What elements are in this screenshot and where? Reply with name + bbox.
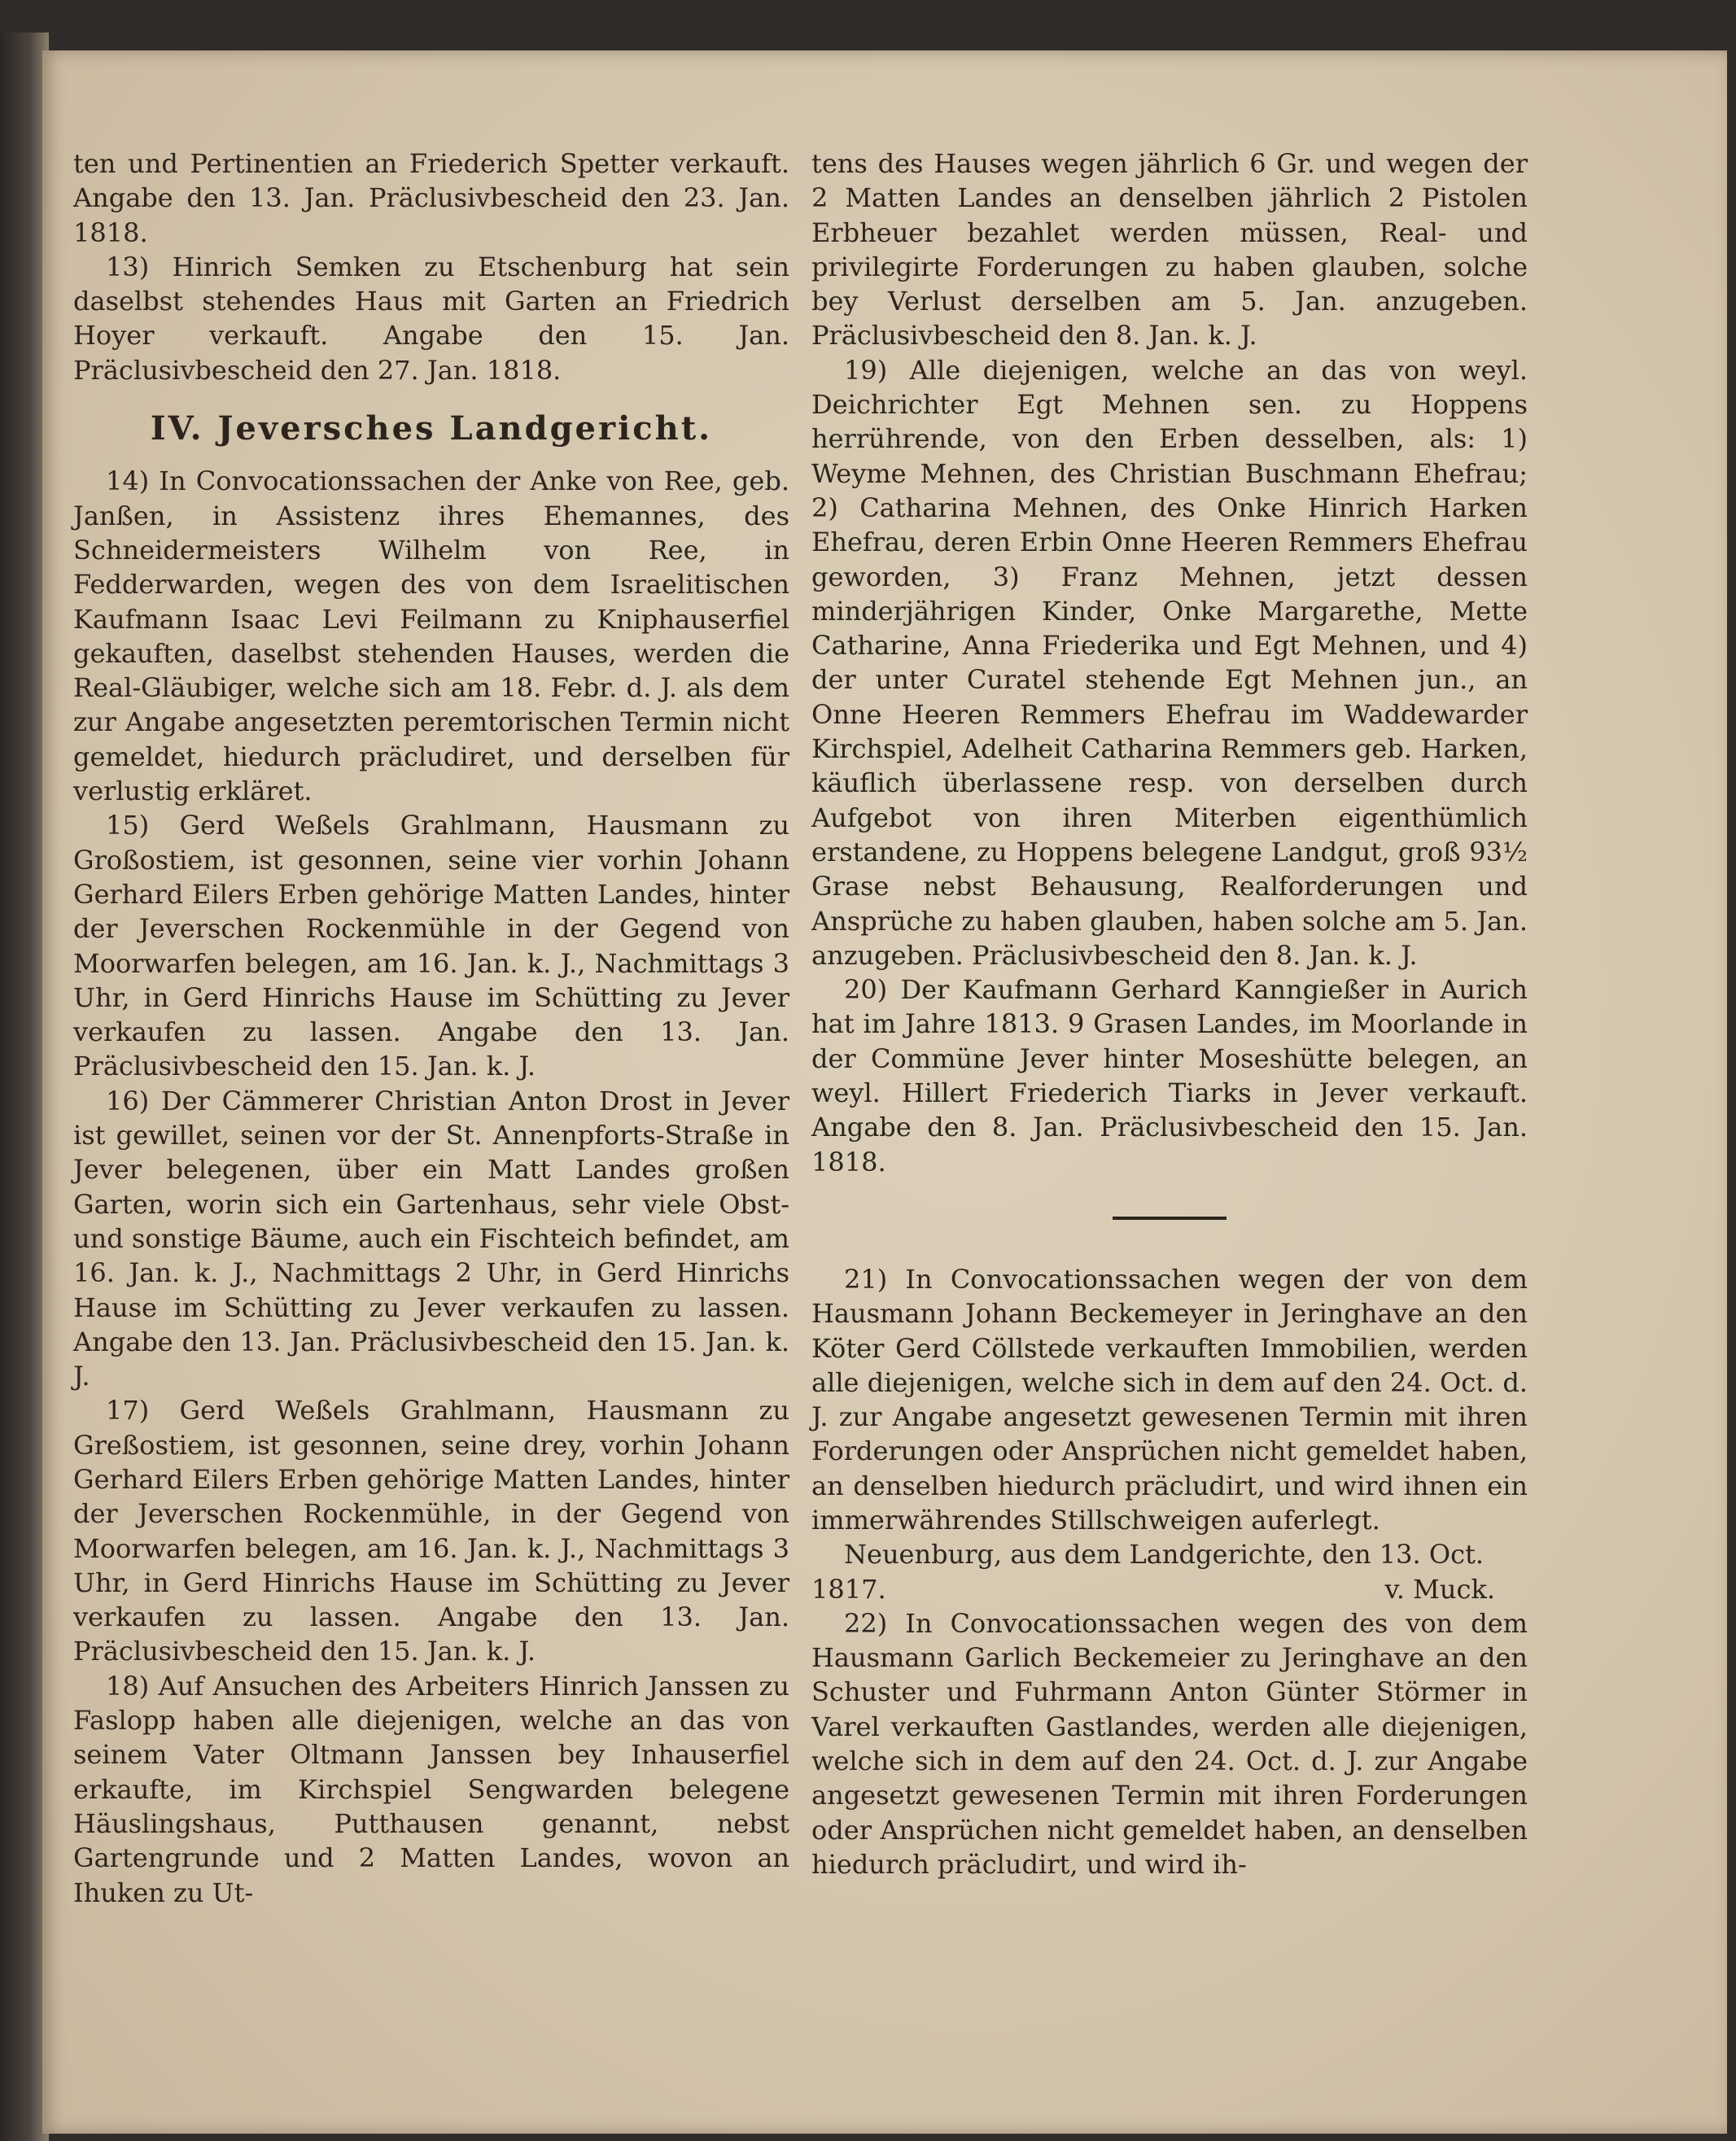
signoff-line [811,1572,1528,1606]
paragraph-16: 16) Der Cämmerer Christian Anton Drost in Jever ist gewillet, seinen vor der St. Annenpforts-Straße in Jever belegenen, über ein Matt Landes großen Garten, worin sich ein Gartenhaus, sehr viele Obst- und sonstige Bäume, auch ein Fischteich befindet, am 16. Jan. k. J., Nachmittags 2 Uhr, in Gerd Hinrichs Hause im Schütting zu Jever verkaufen zu lassen. Angabe den 13. Jan. Präclusivbescheid den 15. Jan. k. J. [73,1085,789,1392]
right-column [811,146,1528,1881]
signoff-name: v. Muck. [1384,1573,1495,1605]
section-divider [1113,1217,1227,1220]
paragraph-22: 22) In Convocationssachen wegen des von dem Hausmann Garlich Beckemeier zu Jeringhave an den Schuster und Fuhrmann Anton Günter Störmer in Varel verkauften Gastlandes, werden alle diejenigen, welche sich in dem auf den 24. Oct. d. J. zur Angabe angesetzt gewesenen Termin mit ihren Forderungen oder Ansprüchen nicht gemeldet haben, an denselben hiedurch präcludirt, und wird ih- [811,1607,1528,1880]
paragraph-17: 17) Gerd Weßels Grahlmann, Hausmann zu Greßostiem, ist gesonnen, seine drey, vorhin Johann Gerhard Eilers Erben gehörige Matten Landes, hinter der Jeverschen Rockenmühle, in der Gegend von Moorwarfen belegen, am 16. Jan. k. J., Nachmittags 3 Uhr, in Gerd Hinrichs Hause im Schütting zu Jever verkaufen zu lassen. Angabe den 13. Jan. Präclusivbescheid den 15. Jan. k. J. [73,1395,789,1667]
paragraph-continuation: tens des Hauses wegen jährlich 6 Gr. und wegen der 2 Matten Landes an denselben jährlich 2 Pistolen Erbheuer bezahlet werden müssen, Real- und privilegirte Forderungen zu haben glauben, solche bey Verlust derselben am 5. Jan. anzugeben. Präclusivbescheid den 8. Jan. k. J. [811,148,1528,352]
signoff-place-date: Neuenburg, aus dem Landgerichte, den 13. Oct. [844,1539,1485,1571]
section-heading: IV. Jeversches Landgericht. [150,409,713,448]
paragraph-13: 13) Hinrich Semken zu Etschenburg hat sein daselbst stehendes Haus mit Garten an Friedrich Hoyer verkauft. Angabe den 15. Jan. Präclusivbescheid den 27. Jan. 1818. [73,251,789,386]
paragraph-continuation: ten und Pertinentien an Friederich Spetter verkauft. Angabe den 13. Jan. Präclusivbescheid den 23. Jan. 1818. [73,148,789,248]
page-gutter-shadow [0,33,49,2141]
paragraph-21: 21) In Convocationssachen wegen der von dem Hausmann Johann Beckemeyer in Jeringhave an den Köter Gerd Cöllstede verkauften Immobilien, werden alle diejenigen, welche sich in dem auf den 24. Oct. d. J. zur Angabe angesetzt gewesenen Termin mit ihren Forderungen oder Ansprüchen nicht gemeldet haben, an denselben hiedurch präcludirt, und wird ihnen ein immerwährendes Stillschweigen auferlegt. [811,1263,1528,1536]
paragraph-20: 20) Der Kaufmann Gerhard Kanngießer in Aurich hat im Jahre 1813. 9 Grasen Landes, im Moorlande in der Commüne Jever hinter Moseshütte belegen, an weyl. Hillert Friederich Tiarks in Jever verkauft. Angabe den 8. Jan. Präclusivbescheid den 15. Jan. 1818. [811,974,1528,1178]
paragraph-19: 19) Alle diejenigen, welche an das von weyl. Deichrichter Egt Mehnen sen. zu Hoppens herrührende, von den Erben desselben, als: 1) Weyme Mehnen, des Christian Buschmann Ehefrau; 2) Catharina Mehnen, des Onke Hinrich Harken Ehefrau, deren Erbin Onne Heeren Remmers Ehefrau geworden, 3) Franz Mehnen, jetzt dessen minderjährigen Kinder, Onke Margarethe, Mette Catharine, Anna Friederika und Egt Mehnen, und 4) der unter Curatel stehende Egt Mehnen jun., an Onne Heeren Remmers Ehefrau im Waddewarder Kirchspiel, Adelheit Catharina Remmers geb. Harken, käuflich überlassene resp. von derselben durch Aufgebot von ihren Miterben eigenthümlich erstandene, zu Hoppens belegene Landgut, groß 93½ Grase nebst Behausung, Realforderungen und Ansprüche zu haben glauben, haben solche am 5. Jan. anzugeben. Präclusivbescheid den 8. Jan. k. J. [811,354,1528,971]
paragraph-14: 14) In Convocationssachen der Anke von Ree, geb. Janßen, in Assistenz ihres Ehemannes, des Schneidermeisters Wilhelm von Ree, in Fedderwarden, wegen des von dem Israelitischen Kaufmann Isaac Levi Feilmann zu Kniphauserfiel gekauften, daselbst stehenden Hauses, werden die Real-Gläubiger, welche sich am 18. Febr. d. J. als dem zur Angabe angesetzten peremtorischen Termin nicht gemeldet, hiedurch präcludiret, und derselben für verlustig erkläret. [73,465,789,807]
left-column [73,146,789,1910]
paragraph-18: 18) Auf Ansuchen des Arbeiters Hinrich Janssen zu Faslopp haben alle diejenigen, welche an das von seinem Vater Oltmann Janssen bey Inhauserfiel erkaufte, im Kirchspiel Sengwarden belegene Häuslingshaus, Putthausen genannt, nebst Gartengrunde und 2 Matten Landes, wovon an Ihuken zu Ut- [73,1670,789,1908]
document-page [42,50,1727,2134]
signoff-year: 1817. [811,1573,886,1605]
paragraph-15: 15) Gerd Weßels Grahlmann, Hausmann zu Großostiem, ist gesonnen, seine vier vorhin Johann Gerhard Eilers Erben gehörige Matten Landes, hinter der Jeverschen Rockenmühle in der Gegend von Moorwarfen belegen, am 16. Jan. k. J., Nachmittags 3 Uhr, in Gerd Hinrichs Hause im Schütting zu Jever verkaufen zu lassen. Angabe den 13. Jan. Präclusivbescheid den 15. Jan. k. J. [73,810,789,1082]
